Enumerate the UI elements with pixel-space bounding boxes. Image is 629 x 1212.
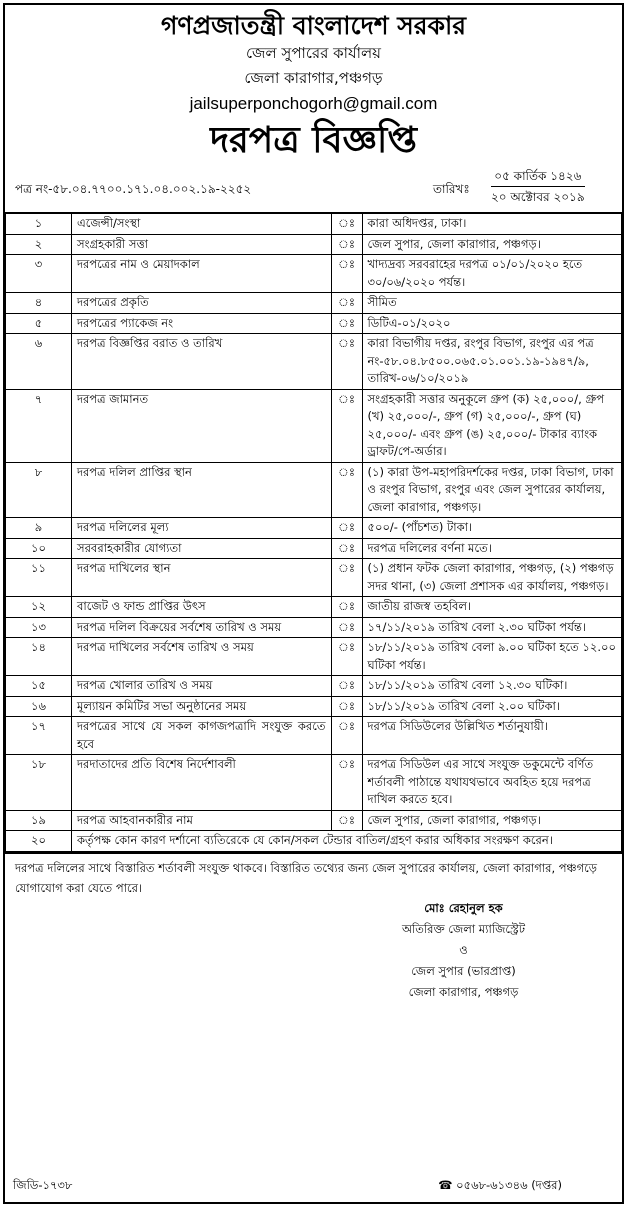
item-field: দরপত্র দলিল প্রাপ্তির স্থান bbox=[72, 462, 332, 518]
item-number: ১৪ bbox=[6, 638, 72, 676]
item-number: ১১ bbox=[6, 559, 72, 597]
item-separator: ঃ bbox=[331, 717, 362, 755]
item-field: সরবরাহকারীর যোগ্যতা bbox=[72, 538, 332, 559]
office-email[interactable]: jailsuperponchogorh@gmail.com bbox=[189, 94, 438, 113]
item-separator: ঃ bbox=[331, 676, 362, 697]
item-value: ৫০০/- (পাঁচশত) টাকা। bbox=[362, 518, 622, 539]
item-value: খাদ্যদ্রব্য সরবরাহের দরপত্র ০১/০১/২০২০ হতে ৩০/০৬/২০২০ পর্যন্ত। bbox=[362, 255, 622, 293]
item-separator: ঃ bbox=[331, 213, 362, 234]
item-separator: ঃ bbox=[331, 559, 362, 597]
office-location: জেলা কারাগার,পঞ্চগড় bbox=[244, 69, 383, 87]
item-field: দরপত্র দলিল বিক্রয়ের সর্বশেষ তারিখ ও সময় bbox=[72, 617, 332, 638]
table-row bbox=[6, 234, 622, 255]
item-field: সংগ্রহকারী সত্তা bbox=[72, 234, 332, 255]
item-value: দরপত্র সিডিউলের উল্লিখিত শর্তানুযায়ী। bbox=[362, 717, 622, 755]
date-block bbox=[491, 166, 585, 207]
table-row bbox=[6, 334, 622, 390]
date-english: ২০ অক্টোবর ২০১৯ bbox=[491, 190, 585, 204]
table-row bbox=[6, 518, 622, 539]
item-separator: ঃ bbox=[331, 810, 362, 831]
item-separator: ঃ bbox=[331, 755, 362, 811]
item-separator: ঃ bbox=[331, 617, 362, 638]
table-row bbox=[6, 676, 622, 697]
item-separator: ঃ bbox=[331, 462, 362, 518]
item-number: ৩ bbox=[6, 255, 72, 293]
item-separator: ঃ bbox=[331, 313, 362, 334]
item-field: দরপত্র দাখিলের স্থান bbox=[72, 559, 332, 597]
gd-number: জিডি-১৭৩৮ bbox=[13, 1178, 73, 1192]
signatory-conjunction: ও bbox=[459, 942, 468, 957]
item-number: ১৯ bbox=[6, 810, 72, 831]
tender-notice bbox=[3, 3, 624, 1204]
item-number: ১৫ bbox=[6, 676, 72, 697]
item-number: ১৭ bbox=[6, 717, 72, 755]
item-field: দরপত্রের নাম ও মেয়াদকাল bbox=[72, 255, 332, 293]
item-value: ১৮/১১/২০১৯ তারিখ বেলা ৯.০০ ঘটিকা হতে ১২.০০ ঘটিকা পর্যন্ত। bbox=[362, 638, 622, 676]
item-value: কারা অধিদপ্তর, ঢাকা। bbox=[362, 213, 622, 234]
item-number: ১ bbox=[6, 213, 72, 234]
phone-number: ০৫৬৮-৬১৩৪৬ (দপ্তর) bbox=[456, 1178, 562, 1192]
item-separator: ঃ bbox=[331, 518, 362, 539]
table-row bbox=[6, 389, 622, 462]
table-row bbox=[6, 462, 622, 518]
item-value: সংগ্রহকারী সত্তার অনুকূলে গ্রুপ (ক) ২৫,০০০/, গ্রুপ (খ) ২৫,০০০/-, গ্রুপ (গ) ২৫,০০০/-, গ্রুপ (ঘ) ২৫,০০০/- এবং গ্রুপ (ঙ) ২৫,০০০/- টাকার ব্যাংক ড্রাফট/পে-অর্ডার। bbox=[362, 389, 622, 462]
phone-icon: ☎ bbox=[438, 1178, 453, 1192]
table-row bbox=[6, 597, 622, 618]
table-row bbox=[6, 617, 622, 638]
table-row bbox=[6, 755, 622, 811]
item-value: ১৮/১১/২০১৯ তারিখ বেলা ২.০০ ঘটিকা। bbox=[362, 696, 622, 717]
item-value: (১) কারা উপ-মহাপরিদর্শকের দপ্তর, ঢাকা বিভাগ, ঢাকা ও রংপুর বিভাগ, রংপুর এবং জেল সুপারের কার্যালয়, জেলা কারাগার, পঞ্চগড়। bbox=[362, 462, 622, 518]
item-field: মূল্যায়ন কমিটির সভা অনুষ্ঠানের সময় bbox=[72, 696, 332, 717]
item-field: দরপত্র খোলার তারিখ ও সময় bbox=[72, 676, 332, 697]
tender-details-table bbox=[5, 212, 622, 852]
item-value: ডিটিএ-০১/২০২০ bbox=[362, 313, 622, 334]
item-field: দরপত্রের সাথে যে সকল কাগজপত্রাদি সংযুক্ত করতে হবে bbox=[72, 717, 332, 755]
item-number: ৯ bbox=[6, 518, 72, 539]
phone-line bbox=[438, 1177, 562, 1196]
item-number: ১২ bbox=[6, 597, 72, 618]
item-separator: ঃ bbox=[331, 334, 362, 390]
item-field: দরপত্রের প্যাকেজ নং bbox=[72, 313, 332, 334]
table-row bbox=[6, 696, 622, 717]
item-number: ১৬ bbox=[6, 696, 72, 717]
table-row bbox=[6, 638, 622, 676]
item-field: দরদাতাদের প্রতি বিশেষ নির্দেশাবলী bbox=[72, 755, 332, 811]
signatory-office: জেলা কারাগার, পঞ্চগড় bbox=[408, 984, 519, 999]
table-row bbox=[6, 293, 622, 314]
signatory-designation-2: জেল সুপার (ভারপ্রাপ্ত) bbox=[411, 963, 516, 978]
item-value: জাতীয় রাজস্ব তহবিল। bbox=[362, 597, 622, 618]
table-row bbox=[6, 810, 622, 831]
table-row bbox=[6, 559, 622, 597]
item-field: দরপত্র দাখিলের সর্বশেষ তারিখ ও সময় bbox=[72, 638, 332, 676]
government-name: গণপ্রজাতন্ত্রী বাংলাদেশ সরকার bbox=[161, 11, 466, 40]
item-separator: ঃ bbox=[331, 234, 362, 255]
item-field: দরপত্র দলিলের মূল্য bbox=[72, 518, 332, 539]
table-row bbox=[6, 717, 622, 755]
item-field: দরপত্র বিজ্ঞপ্তির বরাত ও তারিখ bbox=[72, 334, 332, 390]
item-field: এজেন্সী/সংস্থা bbox=[72, 213, 332, 234]
item-number: ৮ bbox=[6, 462, 72, 518]
header bbox=[5, 11, 622, 164]
item-number: ৬ bbox=[6, 334, 72, 390]
item-value: জেল সুপার, জেলা কারাগার, পঞ্চগড়। bbox=[362, 234, 622, 255]
item-separator: ঃ bbox=[331, 255, 362, 293]
item-value: দরপত্র সিডিউল এর সাথে সংযুক্ত ডকুমেন্টে বর্ণিত শর্তাবলী পাঠান্তে যথাযথভাবে অবহিত হয়ে দরপত্র দাখিল করতে হবে। bbox=[362, 755, 622, 811]
item-field: দরপত্রের প্রকৃতি bbox=[72, 293, 332, 314]
item-number: ৪ bbox=[6, 293, 72, 314]
item-field: দরপত্র জামানত bbox=[72, 389, 332, 462]
table-row bbox=[6, 313, 622, 334]
item-value: সীমিত bbox=[362, 293, 622, 314]
office-name: জেল সুপারের কার্যালয় bbox=[245, 44, 382, 62]
item-value: দরপত্র দলিলের বর্ণনা মতে। bbox=[362, 538, 622, 559]
table-row bbox=[6, 538, 622, 559]
item-number: ১৩ bbox=[6, 617, 72, 638]
footer-note: দরপত্র দলিলের সাথে বিস্তারিত শর্তাবলী সংযুক্ত থাকবে। বিস্তারিত তথ্যের জন্য জেল সুপারের কার্যালয়, জেলা কারাগার, পঞ্চগড়ে যোগাযোগ করা যেতে পারে। bbox=[5, 852, 622, 898]
signatory-designation-1: অতিরিক্ত জেলা ম্যাজিস্ট্রেট bbox=[401, 921, 526, 936]
item-value: ১৮/১১/২০১৯ তারিখ বেলা ১২.৩০ ঘটিকা। bbox=[362, 676, 622, 697]
item-number: ২ bbox=[6, 234, 72, 255]
item-field: দরপত্র আহবানকারীর নাম bbox=[72, 810, 332, 831]
reference-line bbox=[5, 164, 622, 212]
memo-number: পত্র নং-৫৮.০৪.৭৭০০.১৭১.০৪.০০২.১৯-২২৫২ bbox=[15, 182, 252, 196]
date-label: তারিখঃ bbox=[433, 182, 470, 196]
table-row bbox=[6, 831, 622, 852]
item-value: (১) প্রধান ফটক জেলা কারাগার, পঞ্চগড়, (২) পঞ্চগড় সদর থানা, (৩) জেলা প্রশাসক এর কার্যালয়, পঞ্চগড়। bbox=[362, 559, 622, 597]
table-row bbox=[6, 213, 622, 234]
item-number: ১০ bbox=[6, 538, 72, 559]
date-bangla: ০৫ কার্তিক ১৪২৬ bbox=[491, 166, 585, 187]
item-value: কারা বিভাগীয় দপ্তর, রংপুর বিভাগ, রংপুর এর পত্র নং-৫৮.০৪.৮৫০০.০৬৫.০১.০০১.১৯-১৯৪৭/৯, তারিখ-০৬/১০/২০১৯ bbox=[362, 334, 622, 390]
item-number: ২০ bbox=[6, 831, 72, 852]
item-separator: ঃ bbox=[331, 538, 362, 559]
item-separator: ঃ bbox=[331, 638, 362, 676]
item-separator: ঃ bbox=[331, 597, 362, 618]
item-separator: ঃ bbox=[331, 293, 362, 314]
item-field: বাজেট ও ফান্ড প্রাপ্তির উৎস bbox=[72, 597, 332, 618]
item-number: ১৮ bbox=[6, 755, 72, 811]
item-number: ৫ bbox=[6, 313, 72, 334]
notice-title: দরপত্র বিজ্ঞপ্তি bbox=[210, 120, 417, 161]
item-number: ৭ bbox=[6, 389, 72, 462]
item-value: কর্তৃপক্ষ কোন কারণ দর্শানো ব্যতিরেকে যে কোন/সকল টেন্ডার বাতিল/গ্রহণ করার অধিকার সংরক্ষণ করেন। bbox=[72, 831, 622, 852]
item-value: ১৭/১১/২০১৯ তারিখ বেলা ২.৩০ ঘটিকা পর্যন্ত। bbox=[362, 617, 622, 638]
table-row bbox=[6, 255, 622, 293]
item-separator: ঃ bbox=[331, 389, 362, 462]
signature-block bbox=[305, 898, 622, 1003]
signatory-name: মোঃ রেহানুল হক bbox=[424, 900, 503, 915]
item-value: জেল সুপার, জেলা কারাগার, পঞ্চগড়। bbox=[362, 810, 622, 831]
item-separator: ঃ bbox=[331, 696, 362, 717]
